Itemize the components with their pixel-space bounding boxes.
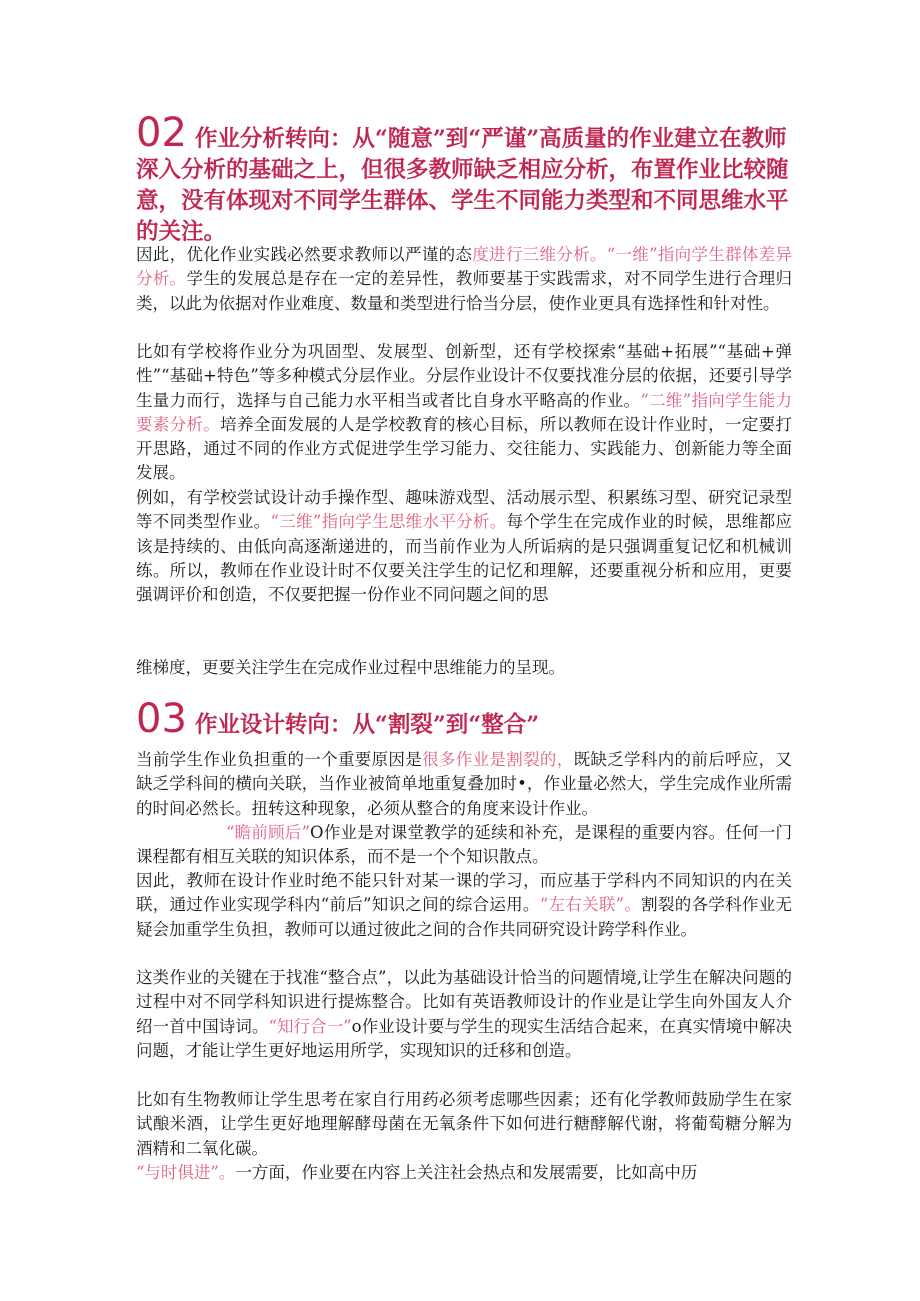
paragraph bbox=[136, 748, 792, 821]
paragraph bbox=[136, 340, 792, 486]
text-run: 既缺乏学科内的前后呼应，又缺乏学科间的横向关联，当作业被简单地重复叠加时•，作业量必然大，学生完成作业所需的时间必然长。扭转这种现象，必须从整合的角度来设计作业。 bbox=[136, 750, 793, 818]
paragraph bbox=[136, 821, 792, 870]
paragraph bbox=[136, 966, 792, 1063]
text-run: 割裂的各学科作业无疑会加重学生负担，教师可以通过彼此之间的合作共同研究设计跨学科作业。 bbox=[136, 895, 793, 939]
section-title: 作业设计转向：从“割裂”到“整合” bbox=[194, 712, 540, 738]
section-heading-02 bbox=[136, 110, 792, 248]
text-run: 比如有学校将作业分为巩固型、发展型、创新型，还有学校探索“基础+拓展”“基础+弹性”“基础+特色”等多种模式分层作业。分层作业设计不仅要找准分层的依据，还要引导学生量力而行，选择与自己能力水平相当或者比自身水平略高的作业。 bbox=[136, 342, 792, 410]
section-number: 02 bbox=[136, 110, 187, 156]
highlight-text: “左右关联”。 bbox=[539, 895, 642, 915]
text-run: 因此，教师在设计作业时绝不能只针对某一课的学习，而应基于学科内不同知识的内在关联，通过作业实现学科内“前后”知识之间的综合运用。 bbox=[136, 871, 792, 915]
paragraph: 比如有生物教师让学生思考在家自行用药必须考虑哪些因素；还有化学教师鼓励学生在家试酿米酒，让学生更好地理解酵母菌在无氧条件下如何进行糖酵解代谢，将葡萄糖分解为酒精和二氧化碳。 bbox=[136, 1090, 792, 1158]
text-run: 学生的发展总是存在一定的差异性，教师要基于实践需求，对不同学生进行合理归类，以此为依据对作业难度、数量和类型进行恰当分层，使作业更具有选择性和针对性。 bbox=[136, 269, 793, 313]
paragraph bbox=[136, 1161, 792, 1185]
highlight-text: “二维”指向学生能力要素分析。 bbox=[136, 390, 792, 434]
highlight-text: 很多作业是割裂的， bbox=[422, 750, 574, 769]
text-run: O作业是对课堂教学的延续和补充，是课程的重要内容。任何一门课程都有相互关联的知识体系，而不是一个个知识散点。 bbox=[136, 823, 793, 867]
section-heading-03 bbox=[136, 696, 792, 742]
text-run: 培养全面发展的人是学校教育的核心目标，所以教师在设计作业时，一定要打开思路，通过不同的作业方式促进学生学习能力、交往能力、实践能力、创新能力等全面发展。 bbox=[136, 414, 793, 483]
highlight-text: “三维”指向学生思维水平分析。 bbox=[270, 512, 507, 532]
text-run: 每个学生在完成作业的时候，思维都应该是持续的、由低向高逐渐递进的，而当前作业为人所诟病的是只强调重复记忆和机械训练。所以，教师在作业设计时不仅要关注学生的记忆和理解，还要重视分析和应用，更要强调评价和创造，不仅要把握一份作业不同问题之间的思 bbox=[136, 512, 793, 605]
section-number: 03 bbox=[136, 696, 187, 742]
paragraph bbox=[136, 243, 792, 316]
text-run: 例如，有学校尝试设计动手操作型、趣味游戏型、活动展示型、积累练习型、研究记录型等不同类型作业。 bbox=[136, 488, 792, 532]
text-run: o作业设计要与学生的现实生活结合起来，在真实情境中解决问题，才能让学生更好地运用所学，实现知识的迁移和创造。 bbox=[136, 1016, 793, 1060]
paragraph bbox=[136, 486, 792, 607]
text-run: 当前学生作业负担重的一个重要原因是 bbox=[136, 750, 423, 769]
text-run: 因此，优化作业实践必然要求教师以严谨的态 bbox=[136, 245, 473, 264]
highlight-text: 度进行三维分析。“一维”指向学生群体差异分析。 bbox=[136, 245, 792, 289]
paragraph: 维梯度，更要关注学生在完成作业过程中思维能力的呈现。 bbox=[136, 658, 565, 677]
highlight-text: “与时俱进”。 bbox=[136, 1163, 236, 1182]
highlight-text: “知行合一” bbox=[268, 1016, 352, 1036]
text-run: 这类作业的关键在于找准“整合点”，以此为基础设计恰当的问题情境,让学生在解决问题的过程中对不同学科知识进行提炼整合。比如有英语教师设计的作业是让学生向外国友人介绍一首中国诗词。 bbox=[136, 968, 792, 1036]
section-title: 作业分析转向：从“随意”到“严谨”高质量的作业建立在教师深入分析的基础之上，但很多教师缺乏相应分析，布置作业比较随意，没有体现对不同学生群体、学生不同能力类型和不同思维水平的关注。 bbox=[136, 126, 789, 245]
highlight-text: “瞻前顾后” bbox=[226, 823, 311, 842]
text-run: 一方面，作业要在内容上关注社会热点和发展需要，比如高中历 bbox=[235, 1163, 698, 1182]
paragraph bbox=[136, 869, 792, 942]
